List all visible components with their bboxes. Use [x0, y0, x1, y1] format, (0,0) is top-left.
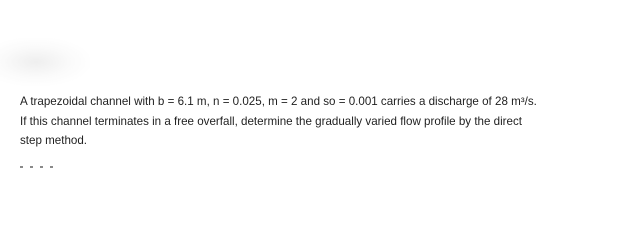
- problem-line-1: A trapezoidal channel with b = 6.1 m, n = 0.025, m = 2 and so = 0.001 carries a discharge of 28 m³/s.: [20, 95, 537, 108]
- scan-smudge: [0, 38, 90, 86]
- cropped-text-remnant: [20, 164, 60, 170]
- problem-statement: [20, 92, 628, 151]
- problem-line-2: If this channel terminates in a free overfall, determine the gradually varied flow profile by the direct: [20, 114, 523, 128]
- problem-line-3: step method.: [20, 134, 88, 147]
